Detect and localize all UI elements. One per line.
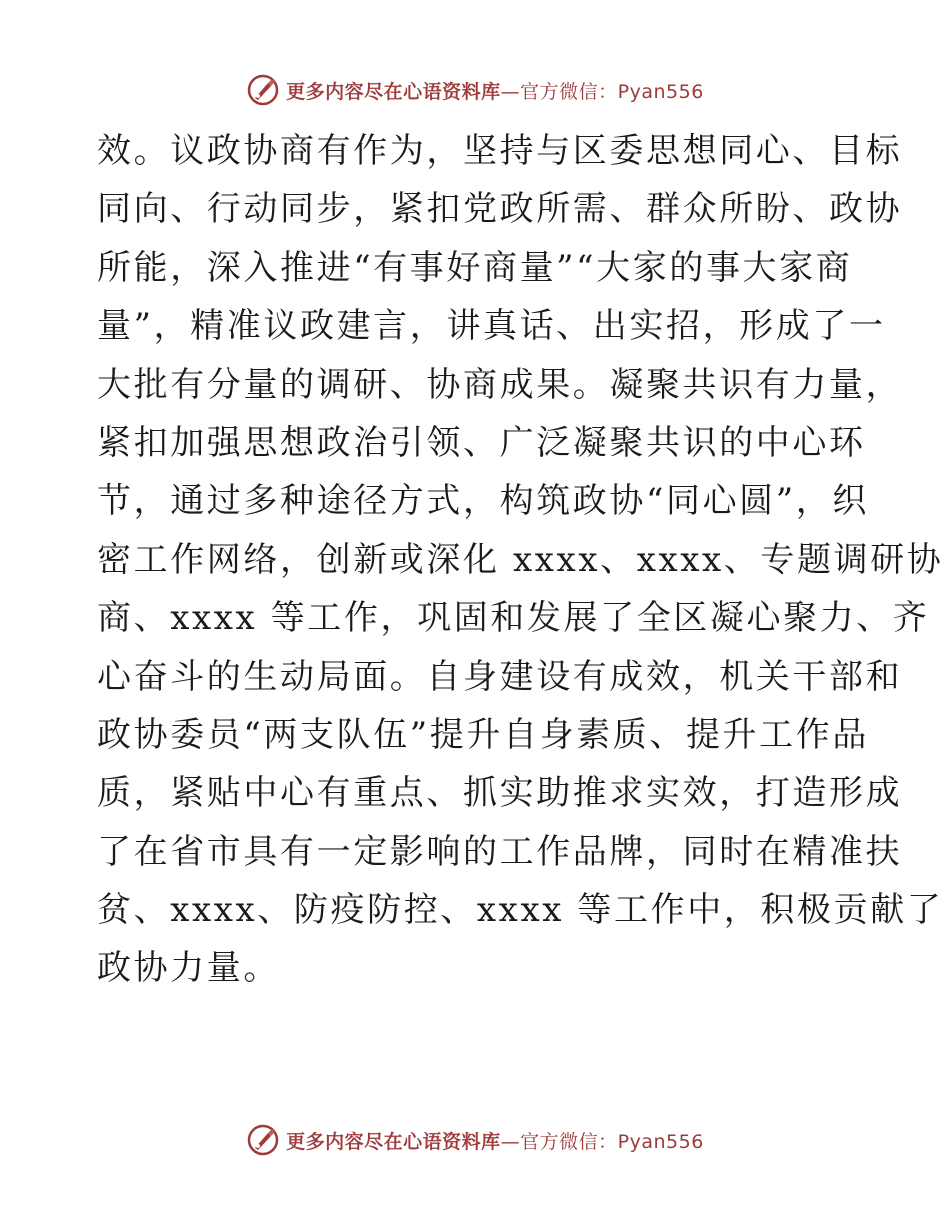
text-line: 密工作网络，创新或深化 xxxx、xxxx、专题调研协 bbox=[97, 539, 944, 580]
banner-separator: — bbox=[500, 1130, 521, 1153]
text-line: 紧扣加强思想政治引领、广泛凝聚共识的中心环 bbox=[97, 422, 866, 463]
text-line: 质，紧贴中心有重点、抓实助推求实效，打造形成 bbox=[97, 773, 903, 814]
text-line: 政协力量。 bbox=[97, 948, 280, 989]
banner-separator: — bbox=[500, 80, 521, 103]
text-line: 所能，深入推进“有事好商量”“大家的事大家商 bbox=[97, 247, 853, 288]
text-line: 效。议政协商有作为，坚持与区委思想同心、目标 bbox=[97, 131, 903, 171]
banner-text bbox=[286, 1127, 704, 1154]
document-body bbox=[97, 122, 944, 998]
text-line: 了在省市具有一定影响的工作品牌，同时在精准扶 bbox=[97, 831, 903, 872]
text-line: 商、xxxx 等工作，巩固和发展了全区凝心聚力、齐 bbox=[97, 598, 930, 639]
text-line: 政协委员“两支队伍”提升自身素质、提升工作品 bbox=[97, 714, 869, 755]
pen-nib-seal-icon bbox=[246, 73, 280, 107]
banner-suffix-text: 官方微信：Pyan556 bbox=[520, 80, 704, 103]
banner-suffix-text: 官方微信：Pyan556 bbox=[520, 1130, 704, 1153]
banner-main-text: 更多内容尽在心语资料库 bbox=[286, 1130, 501, 1153]
text-line: 同向、行动同步，紧扣党政所需、群众所盼、政协 bbox=[97, 189, 903, 230]
header-banner bbox=[0, 70, 950, 110]
banner-main-text: 更多内容尽在心语资料库 bbox=[286, 80, 501, 103]
text-line: 大批有分量的调研、协商成果。凝聚共识有力量， bbox=[97, 364, 903, 405]
text-line: 心奋斗的生动局面。自身建设有成效，机关干部和 bbox=[97, 656, 903, 697]
pen-nib-seal-icon bbox=[246, 1123, 280, 1157]
text-line: 节，通过多种途径方式，构筑政协“同心圆”，织 bbox=[97, 481, 869, 522]
text-line: 量”，精准议政建言，讲真话、出实招，形成了一 bbox=[97, 306, 886, 347]
footer-banner bbox=[0, 1120, 950, 1160]
text-line: 贫、xxxx、防疫防控、xxxx 等工作中，积极贡献了 bbox=[97, 890, 944, 931]
banner-text bbox=[286, 77, 704, 104]
